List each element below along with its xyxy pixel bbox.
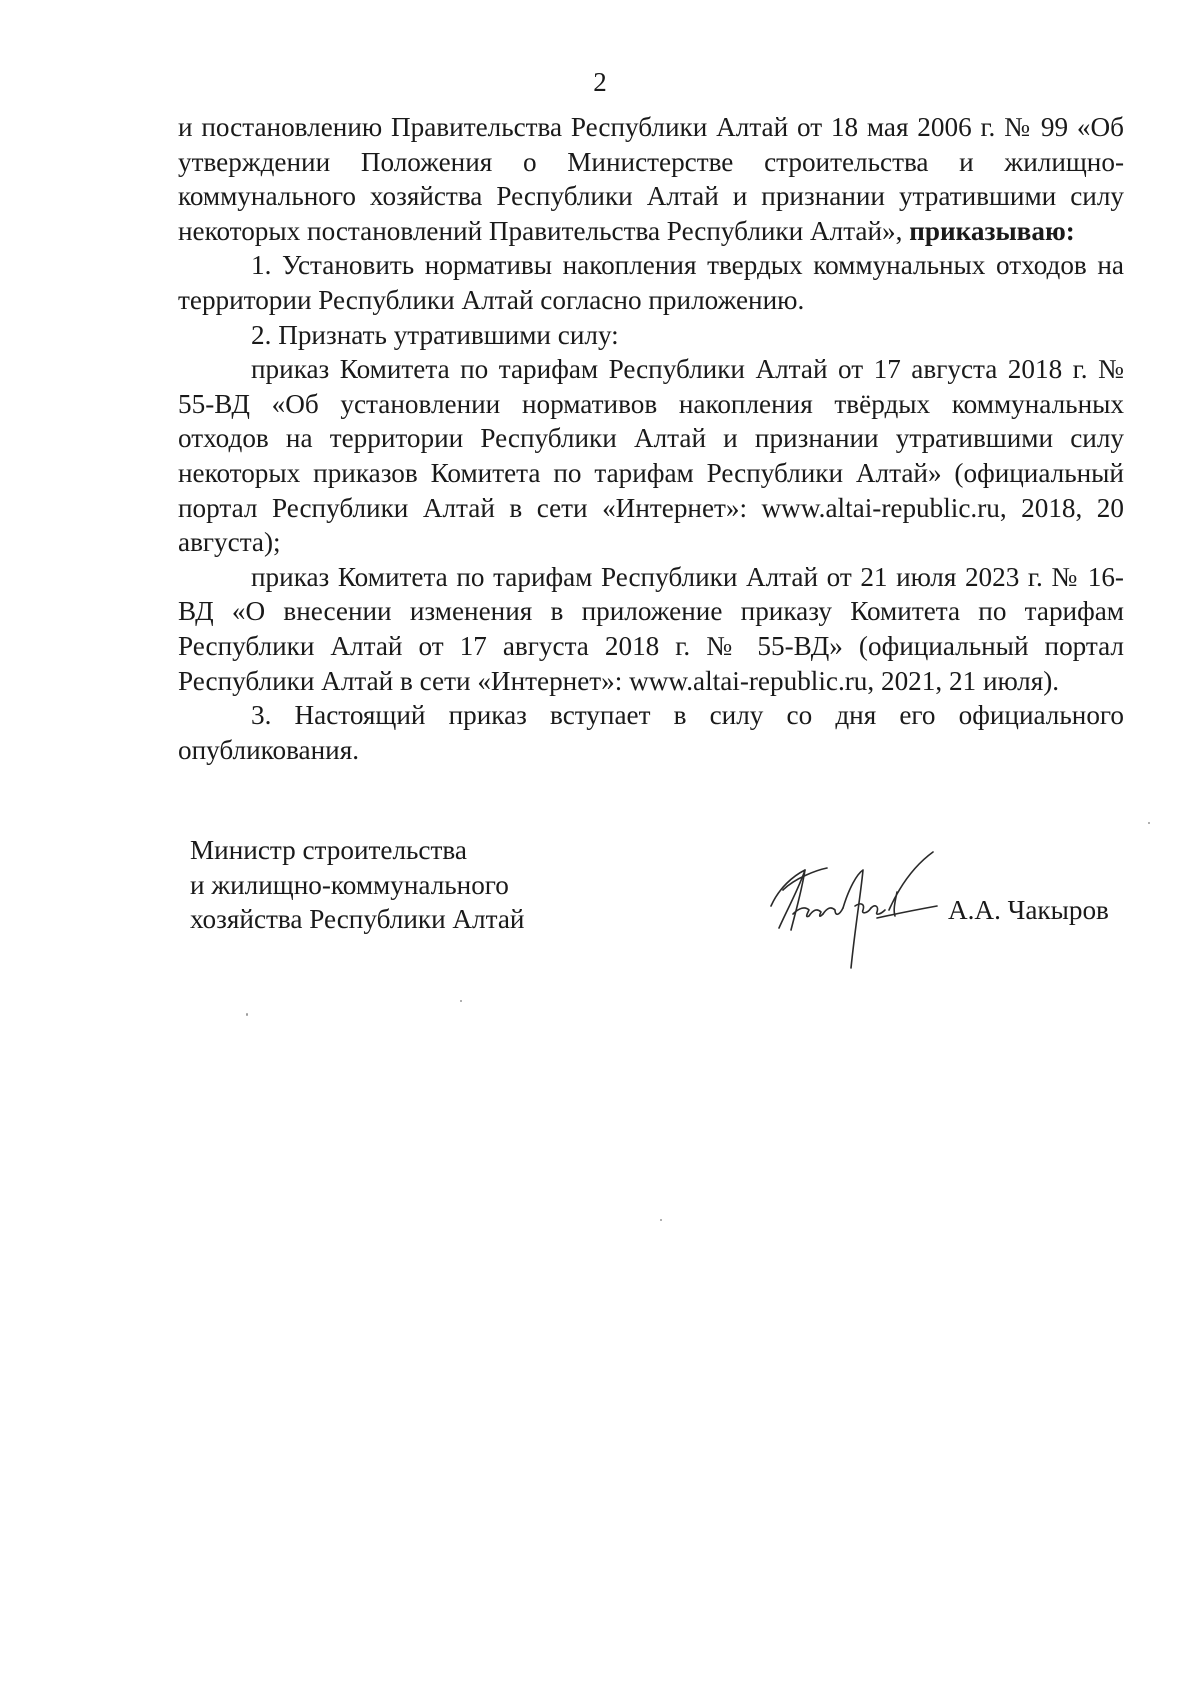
preamble-text: и постановлению Правительства Республики Алтай от 18 мая 2006 г. № 99 «Об утверждении Положения о Министерстве строительства и жилищно-коммунального хозяйства Республики Алтай и признании утратившими силу некоторых постановлений Правительства Республики Алтай», bbox=[178, 112, 1124, 246]
signer-position-line: хозяйства Республики Алтай bbox=[190, 904, 525, 935]
signer-position-line: и жилищно-коммунального bbox=[190, 869, 509, 900]
signer-position bbox=[190, 833, 524, 937]
paragraph-repealed-order-1: приказ Комитета по тарифам Республики Алтай от 17 августа 2018 г. № 55-ВД «Об установлении нормативов накопления твёрдых коммунальных отходов на территории Республики Алтай и признании утратившими силу некоторых приказов Комитета по тарифам Республики Алтай» (официальный портал Республики Алтай в сети «Интернет»: www.altai-republic.ru, 2018, 20 августа); bbox=[178, 354, 1124, 558]
scan-speck bbox=[1148, 822, 1150, 824]
handwritten-signature bbox=[765, 848, 945, 988]
order-verb: приказываю: bbox=[909, 215, 1075, 246]
signer-name: А.А. Чакыров bbox=[948, 895, 1109, 925]
scan-speck bbox=[246, 1013, 248, 1016]
paragraph-preamble bbox=[178, 110, 1124, 248]
paragraph-item-2: 2. Признать утратившими силу: bbox=[251, 319, 619, 350]
paragraph-item-1: 1. Установить нормативы накопления твердых коммунальных отходов на территории Республики Алтай согласно приложению. bbox=[178, 250, 1124, 315]
paragraph-item-3: 3. Настоящий приказ вступает в силу со дня его официального опубликования. bbox=[178, 700, 1124, 765]
paragraph-repealed-order-2: приказ Комитета по тарифам Республики Алтай от 21 июля 2023 г. № 16-ВД «О внесении изменения в приложение приказу Комитета по тарифам Республики Алтай от 17 августа 2018 г. № 55-ВД» (официальный портал Республики Алтай в сети «Интернет»: www.altai-republic.ru, 2021, 21 июля). bbox=[178, 561, 1124, 696]
order-body bbox=[178, 110, 1124, 767]
scan-speck bbox=[460, 1000, 462, 1002]
scan-speck bbox=[660, 1219, 662, 1221]
page-number: 2 bbox=[593, 67, 607, 97]
signer-position-line: Министр строительства bbox=[190, 835, 467, 865]
